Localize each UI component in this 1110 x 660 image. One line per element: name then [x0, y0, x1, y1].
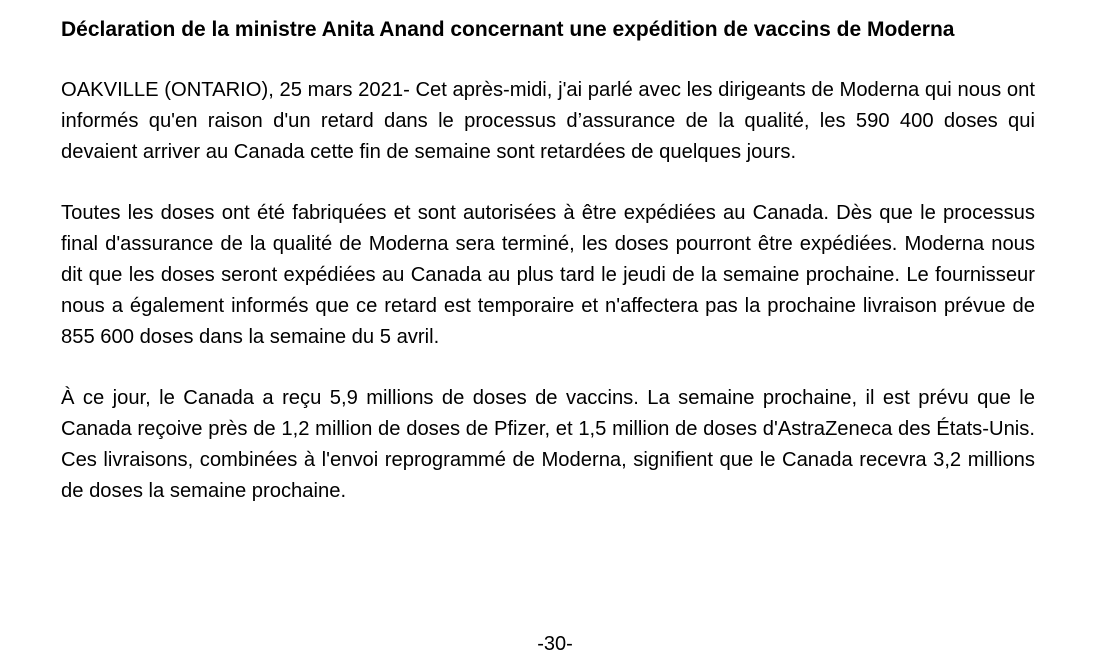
document-title: Déclaration de la ministre Anita Anand concernant une expédition de vaccins de Moderna [61, 18, 955, 41]
end-marker: -30- [537, 633, 573, 655]
paragraph-delivery-summary: À ce jour, le Canada a reçu 5,9 millions de doses de vaccins. La semaine prochaine, il est prévu que le Canada reçoive près de 1,2 million de doses de Pfizer, et 1,5 million de doses d'AstraZeneca des États-Unis. Ces livraisons, combinées à l'envoi reprogrammé de Moderna, signifient que le Canada recevra 3,2 millions de doses la semaine prochaine. [61, 387, 1035, 502]
press-release [61, 14, 1035, 537]
paragraph-shipment-details: Toutes les doses ont été fabriquées et sont autorisées à être expédiées au Canada. Dès que le processus final d'assurance de la qualité de Moderna sera terminé, les doses pourront être expédiées. Moderna nous dit que les doses seront expédiées au Canada au plus tard le jeudi de la semaine prochaine. Le fournisseur nous a également informés que ce retard est temporaire et n'affectera pas la prochaine livraison prévue de 855 600 doses dans la semaine du 5 avril. [61, 202, 1035, 348]
paragraph-announcement: OAKVILLE (ONTARIO), 25 mars 2021- Cet après-midi, j'ai parlé avec les dirigeants de Moderna qui nous ont informés qu'en raison d'un retard dans le processus d’assurance de la qualité, les 590 400 doses qui devaient arriver au Canada cette fin de semaine sont retardées de quelques jours. [61, 79, 1035, 163]
